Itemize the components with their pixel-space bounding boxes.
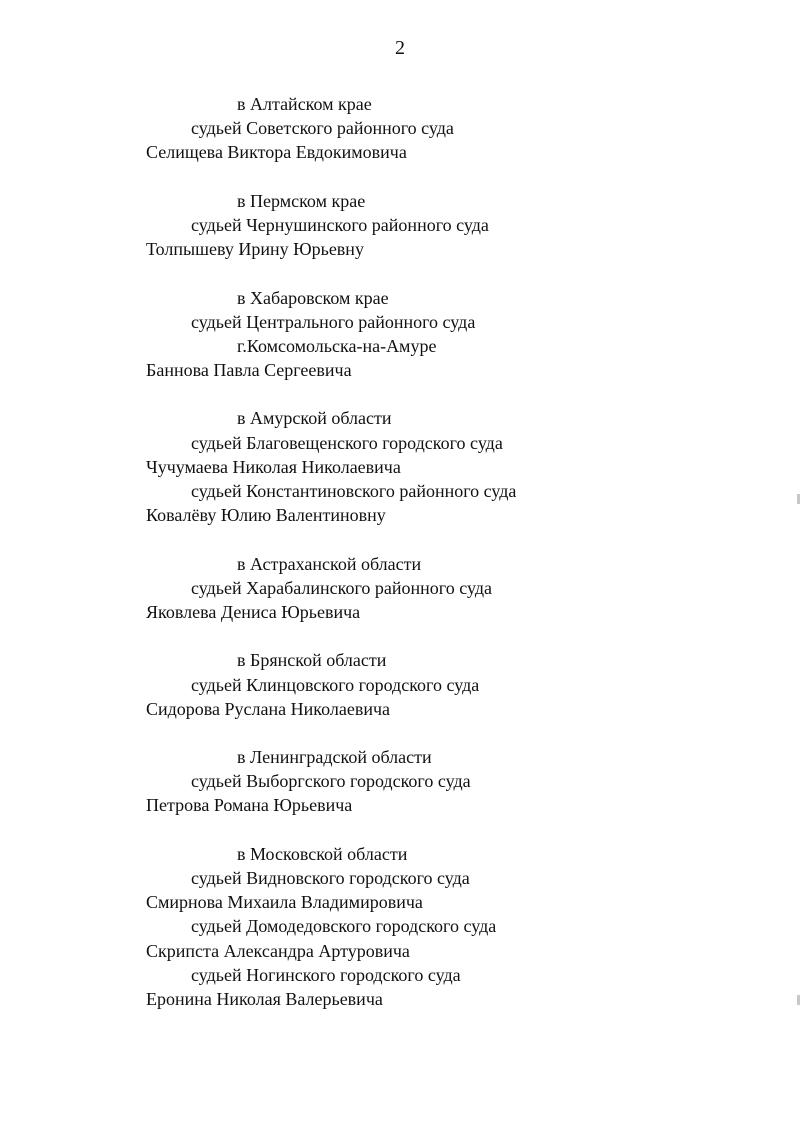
court-line: судьей Видновского городского суда: [191, 868, 470, 888]
court-line: судьей Домодедовского городского суда: [191, 916, 497, 937]
court-line: судьей Ногинского городского суда: [191, 964, 461, 985]
region-heading: в Ленинградской области: [237, 747, 432, 768]
region-heading: в Московской области: [237, 843, 408, 864]
court-line: судьей Благовещенского городского суда: [191, 432, 503, 453]
court-line: судьей Чернушинского районного суда: [191, 214, 489, 235]
person-name: Ковалёву Юлию Валентиновну: [146, 505, 386, 526]
section-spacer: [0, 818, 800, 842]
section-spacer: [0, 382, 800, 406]
region-section: [0, 842, 800, 1011]
court-city-line: г.Комсомольска-на-Амуре: [237, 335, 437, 356]
section-spacer: [0, 165, 800, 189]
region-heading: в Брянской области: [237, 650, 387, 671]
court-line: судьей Харабалинского районного суда: [191, 577, 492, 598]
section-spacer: [0, 721, 800, 745]
court-line: судьей Константиновского районного суда: [191, 481, 517, 501]
person-name: Скрипста Александра Артуровича: [146, 940, 410, 961]
section-spacer: [0, 261, 800, 285]
page-number: 2: [395, 37, 405, 59]
person-name: Яковлева Дениса Юрьевича: [146, 601, 361, 622]
region-section: [0, 406, 800, 527]
person-name: Еронина Николая Валерьевича: [146, 988, 383, 1009]
region-section: [0, 92, 800, 165]
region-heading: в Амурской области: [237, 408, 392, 429]
person-name: Баннова Павла Сергеевича: [146, 360, 352, 381]
person-name: Чучумаева Николая Николаевича: [146, 456, 401, 477]
person-name: Петрова Романа Юрьевича: [146, 795, 353, 816]
person-name: Сидорова Руслана Николаевича: [146, 698, 391, 719]
person-name: Смирнова Михаила Владимировича: [146, 892, 423, 913]
court-line: судьей Центрального районного суда: [191, 311, 476, 332]
region-section: [0, 648, 800, 721]
region-heading: в Алтайском крае: [237, 94, 372, 114]
region-heading: в Астраханской области: [237, 553, 422, 574]
section-spacer: [0, 527, 800, 551]
region-heading: в Пермском крае: [237, 190, 366, 211]
person-name: Толпышеву Ирину Юрьевну: [146, 239, 364, 260]
region-section: [0, 552, 800, 625]
region-section: [0, 286, 800, 383]
person-name: Селищева Виктора Евдокимовича: [146, 142, 407, 163]
court-line: судьей Выборгского городского суда: [191, 771, 471, 792]
court-line: судьей Советского районного суда: [191, 118, 454, 139]
section-spacer: [0, 624, 800, 648]
appointment-list: [0, 92, 800, 1011]
region-section: [0, 189, 800, 262]
court-line: судьей Клинцовского городского суда: [191, 674, 480, 695]
region-section: [0, 745, 800, 818]
region-heading: в Хабаровском крае: [237, 287, 389, 308]
